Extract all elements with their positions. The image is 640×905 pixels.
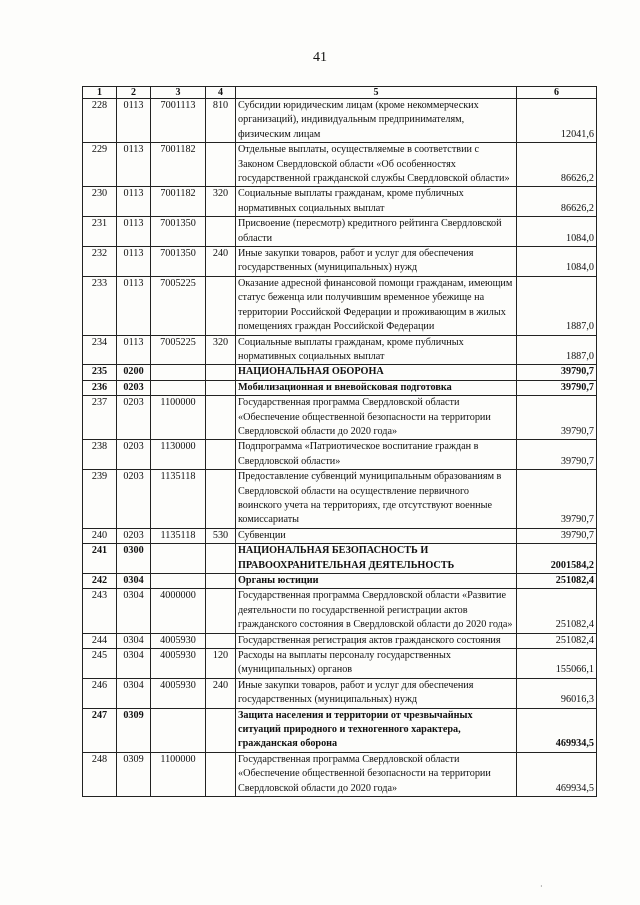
- expense-type-cell: [206, 365, 236, 380]
- expense-type-cell: [206, 589, 236, 633]
- target-code-cell: 7005225: [151, 335, 206, 365]
- target-code-cell: 7001350: [151, 247, 206, 277]
- table-row: [83, 217, 597, 247]
- section-code-cell: 0304: [117, 649, 151, 679]
- table-body: [83, 99, 597, 797]
- target-code-cell: 4005930: [151, 633, 206, 648]
- column-header-4: 4: [206, 87, 236, 99]
- row-number-cell: 245: [83, 649, 117, 679]
- description-cell: Субсидии юридическим лицам (кроме некоммерческих организаций), индивидуальным предпринимателям, физическим лицам: [236, 99, 517, 143]
- row-number-cell: 231: [83, 217, 117, 247]
- target-code-cell: [151, 708, 206, 752]
- table-row: [83, 187, 597, 217]
- target-code-cell: 1130000: [151, 440, 206, 470]
- amount-cell: 1084,0: [517, 217, 597, 247]
- expense-type-cell: [206, 143, 236, 187]
- row-number-cell: 239: [83, 470, 117, 529]
- target-code-cell: 7005225: [151, 276, 206, 335]
- section-code-cell: 0304: [117, 678, 151, 708]
- row-number-cell: 235: [83, 365, 117, 380]
- amount-cell: 39790,7: [517, 365, 597, 380]
- table-header-row: [83, 87, 597, 99]
- column-header-5: 5: [236, 87, 517, 99]
- section-code-cell: 0300: [117, 544, 151, 574]
- amount-cell: 251082,4: [517, 574, 597, 589]
- row-number-cell: 229: [83, 143, 117, 187]
- description-cell: НАЦИОНАЛЬНАЯ ОБОРОНА: [236, 365, 517, 380]
- table-row: [83, 470, 597, 529]
- column-header-1: 1: [83, 87, 117, 99]
- description-cell: Защита населения и территории от чрезвычайных ситуаций природного и техногенного характера, гражданская оборона: [236, 708, 517, 752]
- section-code-cell: 0113: [117, 187, 151, 217]
- description-cell: Государственная программа Свердловской области «Обеспечение общественной безопасности на территории Свердловской области до 2020 года»: [236, 752, 517, 796]
- row-number-cell: 233: [83, 276, 117, 335]
- table-row: [83, 99, 597, 143]
- amount-cell: 1084,0: [517, 247, 597, 277]
- section-code-cell: 0113: [117, 276, 151, 335]
- description-cell: Государственная программа Свердловской области «Обеспечение общественной безопасности на территории Свердловской области до 2020 года»: [236, 396, 517, 440]
- row-number-cell: 241: [83, 544, 117, 574]
- target-code-cell: 1100000: [151, 396, 206, 440]
- table-row: [83, 335, 597, 365]
- expense-type-cell: 320: [206, 187, 236, 217]
- description-cell: Иные закупки товаров, работ и услуг для обеспечения государственных (муниципальных) нужд: [236, 678, 517, 708]
- column-header-2: 2: [117, 87, 151, 99]
- amount-cell: 469934,5: [517, 708, 597, 752]
- row-number-cell: 243: [83, 589, 117, 633]
- amount-cell: 39790,7: [517, 380, 597, 395]
- target-code-cell: 4005930: [151, 678, 206, 708]
- target-code-cell: 1100000: [151, 752, 206, 796]
- section-code-cell: 0200: [117, 365, 151, 380]
- section-code-cell: 0203: [117, 470, 151, 529]
- expense-type-cell: [206, 440, 236, 470]
- expense-type-cell: [206, 380, 236, 395]
- expense-type-cell: [206, 396, 236, 440]
- amount-cell: 469934,5: [517, 752, 597, 796]
- expense-type-cell: [206, 276, 236, 335]
- description-cell: Субвенции: [236, 528, 517, 543]
- amount-cell: 86626,2: [517, 187, 597, 217]
- table-row: [83, 276, 597, 335]
- table-row: [83, 380, 597, 395]
- column-header-6: 6: [517, 87, 597, 99]
- section-code-cell: 0304: [117, 574, 151, 589]
- table-row: [83, 678, 597, 708]
- description-cell: Государственная программа Свердловской области «Развитие деятельности по государственной регистрации актов гражданского состояния в Свердловской области до 2020 года»: [236, 589, 517, 633]
- row-number-cell: 238: [83, 440, 117, 470]
- expense-type-cell: [206, 708, 236, 752]
- section-code-cell: 0113: [117, 99, 151, 143]
- section-code-cell: 0113: [117, 143, 151, 187]
- row-number-cell: 237: [83, 396, 117, 440]
- table-row: [83, 440, 597, 470]
- table-row: [83, 589, 597, 633]
- table-row: [83, 528, 597, 543]
- page-number: 41: [313, 50, 327, 65]
- amount-cell: 86626,2: [517, 143, 597, 187]
- row-number-cell: 240: [83, 528, 117, 543]
- budget-table: [82, 86, 597, 797]
- description-cell: НАЦИОНАЛЬНАЯ БЕЗОПАСНОСТЬ И ПРАВООХРАНИТЕЛЬНАЯ ДЕЯТЕЛЬНОСТЬ: [236, 544, 517, 574]
- amount-cell: 1887,0: [517, 335, 597, 365]
- description-cell: Оказание адресной финансовой помощи гражданам, имеющим статус беженца или получившим временное убежище на территории Российской Федерации и проживающим в жилых помещениях граждан Российской Федерации: [236, 276, 517, 335]
- target-code-cell: 1135118: [151, 528, 206, 543]
- target-code-cell: 7001113: [151, 99, 206, 143]
- target-code-cell: 7001182: [151, 187, 206, 217]
- target-code-cell: 7001182: [151, 143, 206, 187]
- expense-type-cell: 320: [206, 335, 236, 365]
- section-code-cell: 0203: [117, 396, 151, 440]
- description-cell: Мобилизационная и вневойсковая подготовка: [236, 380, 517, 395]
- amount-cell: 2001584,2: [517, 544, 597, 574]
- row-number-cell: 234: [83, 335, 117, 365]
- amount-cell: 39790,7: [517, 396, 597, 440]
- column-header-3: 3: [151, 87, 206, 99]
- target-code-cell: 7001350: [151, 217, 206, 247]
- row-number-cell: 236: [83, 380, 117, 395]
- section-code-cell: 0203: [117, 528, 151, 543]
- target-code-cell: [151, 544, 206, 574]
- amount-cell: 96016,3: [517, 678, 597, 708]
- expense-type-cell: [206, 633, 236, 648]
- description-cell: Иные закупки товаров, работ и услуг для обеспечения государственных (муниципальных) нужд: [236, 247, 517, 277]
- amount-cell: 39790,7: [517, 440, 597, 470]
- row-number-cell: 228: [83, 99, 117, 143]
- description-cell: Социальные выплаты гражданам, кроме публичных нормативных социальных выплат: [236, 335, 517, 365]
- table-row: [83, 574, 597, 589]
- row-number-cell: 230: [83, 187, 117, 217]
- section-code-cell: 0113: [117, 247, 151, 277]
- expense-type-cell: [206, 574, 236, 589]
- section-code-cell: 0113: [117, 335, 151, 365]
- section-code-cell: 0113: [117, 217, 151, 247]
- row-number-cell: 246: [83, 678, 117, 708]
- row-number-cell: 242: [83, 574, 117, 589]
- amount-cell: 39790,7: [517, 470, 597, 529]
- expense-type-cell: [206, 752, 236, 796]
- section-code-cell: 0304: [117, 589, 151, 633]
- section-code-cell: 0309: [117, 752, 151, 796]
- expense-type-cell: [206, 217, 236, 247]
- expense-type-cell: [206, 470, 236, 529]
- table-row: [83, 143, 597, 187]
- expense-type-cell: 240: [206, 678, 236, 708]
- target-code-cell: [151, 365, 206, 380]
- expense-type-cell: 120: [206, 649, 236, 679]
- description-cell: Предоставление субвенций муниципальным образованиям в Свердловской области на осуществление первичного воинского учета на территориях, где отсутствуют военные комиссариаты: [236, 470, 517, 529]
- expense-type-cell: 530: [206, 528, 236, 543]
- section-code-cell: 0203: [117, 380, 151, 395]
- description-cell: Государственная регистрация актов гражданского состояния: [236, 633, 517, 648]
- amount-cell: 251082,4: [517, 633, 597, 648]
- row-number-cell: 247: [83, 708, 117, 752]
- row-number-cell: 232: [83, 247, 117, 277]
- row-number-cell: 244: [83, 633, 117, 648]
- target-code-cell: 1135118: [151, 470, 206, 529]
- footer-mark: ·: [540, 882, 543, 891]
- table-row: [83, 752, 597, 796]
- target-code-cell: 4000000: [151, 589, 206, 633]
- amount-cell: 155066,1: [517, 649, 597, 679]
- description-cell: Органы юстиции: [236, 574, 517, 589]
- amount-cell: 1887,0: [517, 276, 597, 335]
- section-code-cell: 0309: [117, 708, 151, 752]
- table-row: [83, 544, 597, 574]
- description-cell: Присвоение (пересмотр) кредитного рейтинга Свердловской области: [236, 217, 517, 247]
- table-row: [83, 708, 597, 752]
- description-cell: Расходы на выплаты персоналу государственных (муниципальных) органов: [236, 649, 517, 679]
- section-code-cell: 0203: [117, 440, 151, 470]
- description-cell: Социальные выплаты гражданам, кроме публичных нормативных социальных выплат: [236, 187, 517, 217]
- amount-cell: 39790,7: [517, 528, 597, 543]
- expense-type-cell: 240: [206, 247, 236, 277]
- table-row: [83, 396, 597, 440]
- expense-type-cell: 810: [206, 99, 236, 143]
- description-cell: Подпрограмма «Патриотическое воспитание граждан в Свердловской области»: [236, 440, 517, 470]
- row-number-cell: 248: [83, 752, 117, 796]
- target-code-cell: 4005930: [151, 649, 206, 679]
- section-code-cell: 0304: [117, 633, 151, 648]
- table-row: [83, 649, 597, 679]
- description-cell: Отдельные выплаты, осуществляемые в соответствии с Законом Свердловской области «Об особенностях государственной гражданской службы Свердловской области»: [236, 143, 517, 187]
- expense-type-cell: [206, 544, 236, 574]
- target-code-cell: [151, 380, 206, 395]
- table-row: [83, 633, 597, 648]
- table-row: [83, 247, 597, 277]
- amount-cell: 12041,6: [517, 99, 597, 143]
- target-code-cell: [151, 574, 206, 589]
- table-row: [83, 365, 597, 380]
- amount-cell: 251082,4: [517, 589, 597, 633]
